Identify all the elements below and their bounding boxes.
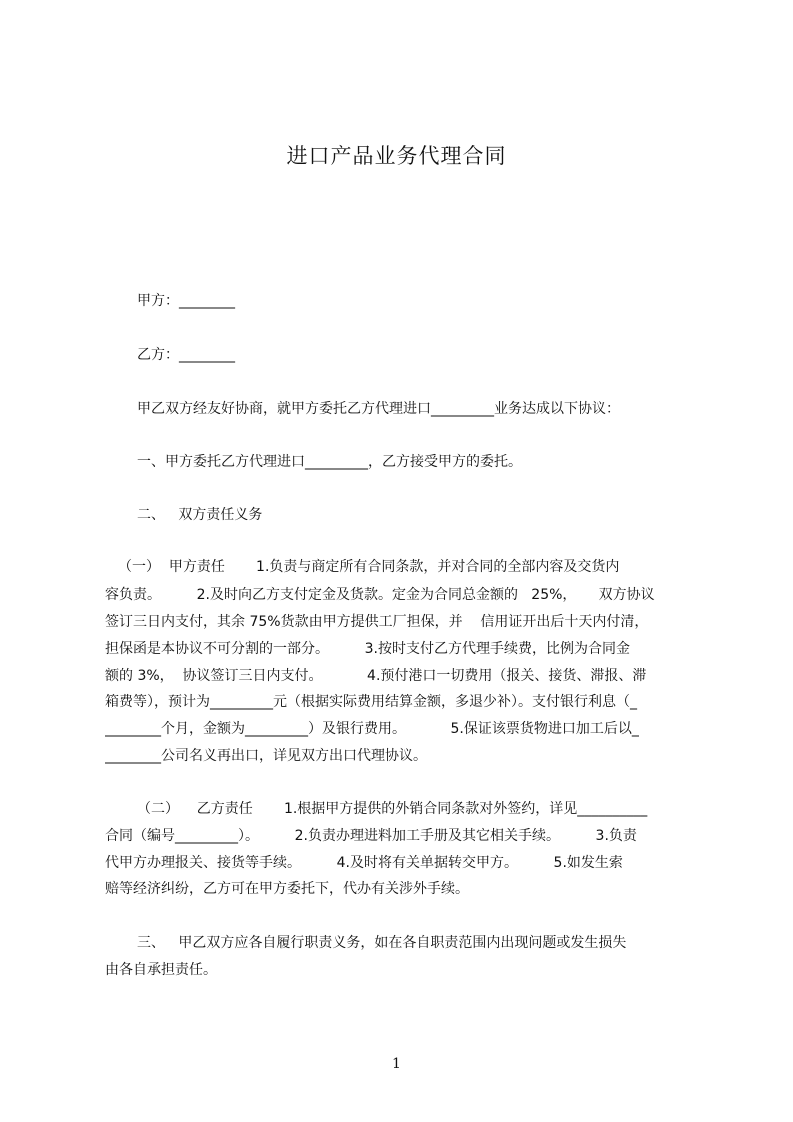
clause-1: 一、甲方委托乙方代理进口_________，乙方接受甲方的委托。 <box>137 454 522 470</box>
party-a-duties-line: 签订三日内支付，其余 75%货款由甲方提供工厂担保，并 信用证开出后十天内付清， <box>105 614 649 630</box>
party-a-duties-line: （一） 甲方责任 1.负责与商定所有合同条款，并对合同的全部内容及交货内 <box>118 559 620 575</box>
party-a-duties-line: 箱费等），预计为_________元（根据实际费用结算金额，多退少补）。支付银行利息（_ <box>105 694 637 710</box>
page-title: 进口产品业务代理合同 <box>286 144 507 168</box>
clause-3-line: 三、 甲乙双方应各自履行职责义务，如在各自职责范围内出现问题或发生损失 <box>137 935 627 951</box>
clause-3-line: 由各自承担责任。 <box>105 962 217 978</box>
party-a-duties-line: ________个月，金额为_________）及银行费用。 5.保证该票货物进口加工后以_ <box>105 721 639 737</box>
party-a-duties-line: 担保函是本协议不可分割的一部分。 3.按时支付乙方代理手续费，比例为合同金 <box>105 641 630 657</box>
clause-2-heading: 二、 双方责任义务 <box>137 507 263 523</box>
party-a-duties-line: ________公司名义再出口，详见双方出口代理协议。 <box>105 748 427 764</box>
page-number: 1 <box>392 1056 401 1072</box>
party-b-duties-line: （二） 乙方责任 1.根据甲方提供的外销合同条款对外签约，详见__________ <box>137 801 648 817</box>
party-b-line: 乙方：________ <box>137 347 235 363</box>
party-a-line: 甲方：________ <box>137 293 235 309</box>
party-b-duties-line: 合同（编号_________）。 2.负责办理进料加工手册及其它相关手续。 3.负责 <box>105 828 637 844</box>
party-b-duties-line: 赔等经济纠纷，乙方可在甲方委托下，代办有关涉外手续。 <box>105 881 469 897</box>
party-a-duties-line: 额的 3%， 协议签订三日内支付。 4.预付港口一切费用（报关、接货、滞报、滞 <box>105 668 647 684</box>
party-a-duties-line: 容负责。 2.及时向乙方支付定金及货款。定金为合同总金额的 25%， 双方协议 <box>105 587 655 603</box>
intro-paragraph: 甲乙双方经友好协商，就甲方委托乙方代理进口_________业务达成以下协议： <box>137 401 620 417</box>
party-b-duties-line: 代甲方办理报关、接货等手续。 4.及时将有关单据转交甲方。 5.如发生索 <box>105 855 623 871</box>
